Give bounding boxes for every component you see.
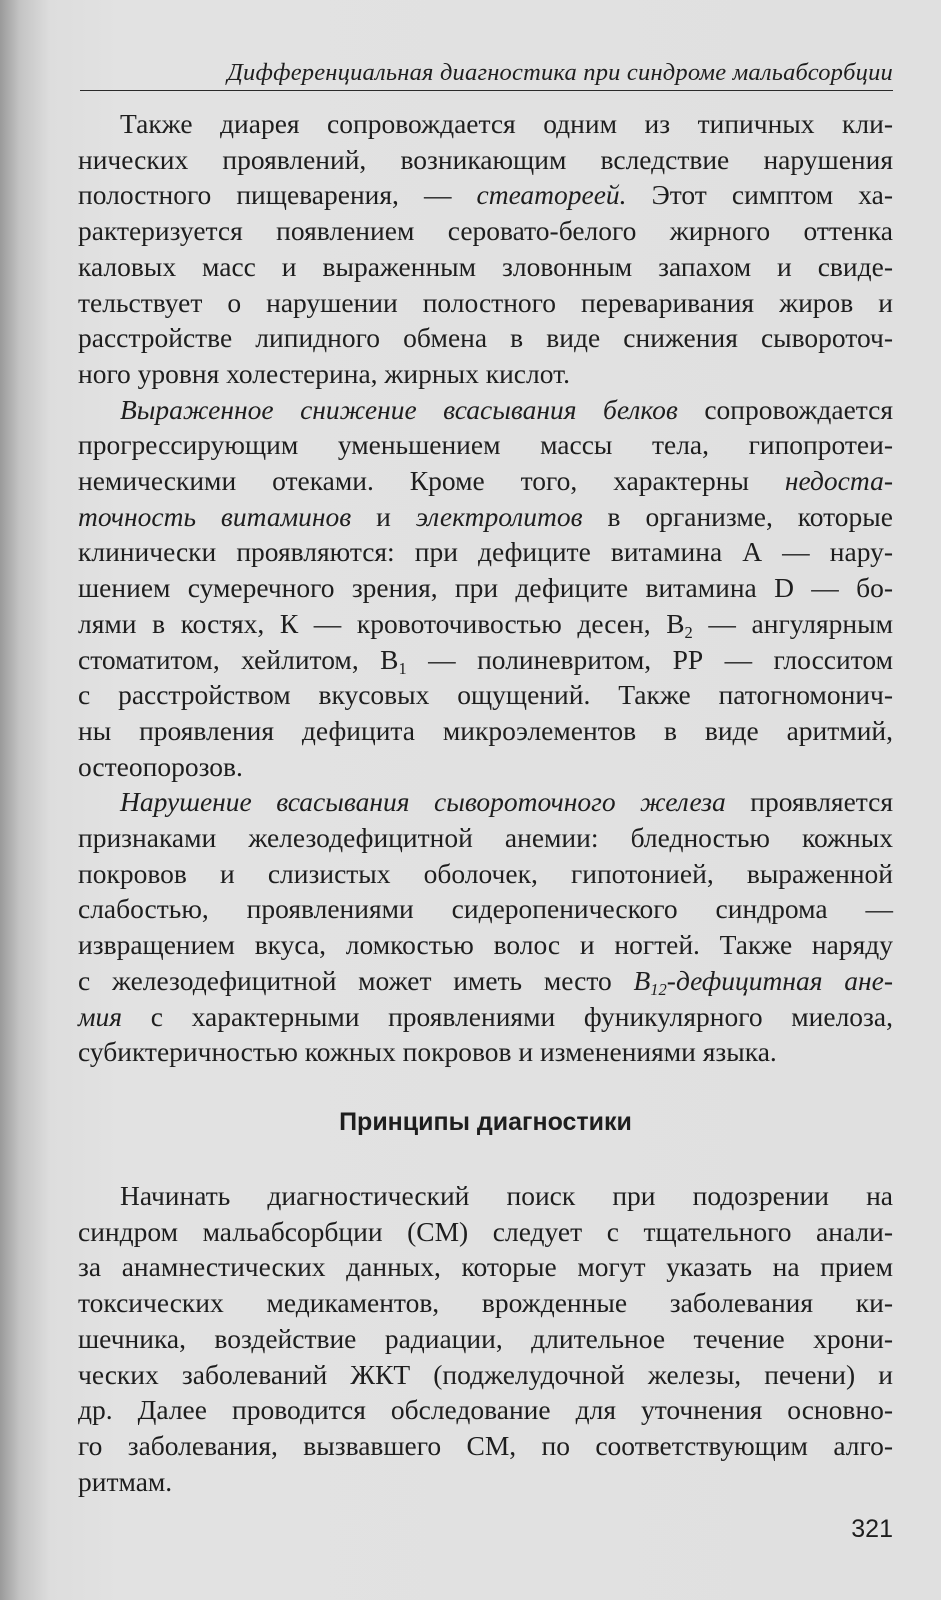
subscript: 2 [684, 622, 693, 642]
text-line: шением сумеречного зрения, при дефиците витамина D — бо- [78, 572, 893, 604]
text-line: ритмам. [78, 1465, 173, 1497]
text-line: с расстройством вкусовых ощущений. Также патогномонич- [78, 679, 893, 711]
text-line: признаками железодефицитной анемии: бледностью кожных [78, 822, 893, 854]
paragraph-diagnostics [78, 1178, 893, 1499]
text-line: рактеризуется появлением серовато-белого жирного оттенка [78, 215, 893, 247]
page-body [78, 106, 893, 1499]
emphasis-term: Выраженное снижение всасывания белков [120, 393, 678, 425]
header-rule [80, 90, 893, 91]
emphasis-term: стеатореей. [476, 179, 627, 211]
text-line: токсических медикаментов, врожденные заболевания ки- [78, 1287, 893, 1319]
text-line: го заболевания, вызвавшего СМ, по соответствующим алго- [78, 1429, 893, 1461]
emphasis-term: $В_{12}$-дефицитная ане- [633, 964, 894, 999]
text-line: синдром мальабсорбции (СМ) следует с тщательного анали- [78, 1215, 893, 1247]
section-heading: Принципы диагностики [339, 1107, 632, 1136]
text-line: покровов и слизистых оболочек, гипотонией, выраженной [78, 857, 893, 889]
text-line: др. Далее проводится обследование для уточнения основно- [78, 1394, 893, 1426]
text-line: с железодефицитной может иметь место $В_{12}$-дефицитная ане- [78, 964, 894, 999]
text-line: шечника, воздействие радиации, длительное течение хрони- [78, 1322, 893, 1354]
page-number: 321 [851, 1515, 893, 1543]
text-line: Выраженное снижение всасывания белков сопровождается [120, 393, 893, 425]
text-line: полостного пищеварения, — стеатореей. Этот симптом ха- [78, 179, 893, 211]
text-line: расстройстве липидного обмена в виде снижения сывороточ- [78, 322, 893, 354]
subscript: 1 [398, 658, 407, 678]
text-line: ческих заболеваний ЖКТ (поджелудочной железы, печени) и [78, 1358, 893, 1390]
paragraph-protein-absorption [78, 392, 893, 785]
text-line: субиктеричностью кожных покровов и изменениями языка. [78, 1036, 777, 1068]
text-line: лями в костях, К — кровоточивостью десен, $В_2$ — ангулярным [78, 607, 893, 642]
text-line: прогрессирующим уменьшением массы тела, гипопротеи- [78, 429, 893, 461]
text-line: мия с характерными проявлениями фуникулярного миелоза, [78, 1000, 893, 1032]
emphasis-term: точность витаминов [78, 500, 352, 532]
text-line: Также диарея сопровождается одним из типичных кли- [120, 108, 893, 139]
text-line: стоматитом, хейлитом, $В_1$ — полиневритом, РР — глосситом [78, 643, 893, 678]
paragraph-iron-absorption [78, 784, 893, 1070]
text-line: тельствует о нарушении полостного переваривания жиров и [78, 286, 893, 318]
emphasis-term: электролитов [415, 500, 583, 532]
text-line: за анамнестических данных, которые могут указать на прием [78, 1251, 893, 1283]
text-line: слабостью, проявлениями сидеропенического синдрома — [78, 893, 893, 925]
text-line: точность витаминов и электролитов в организме, которые [78, 500, 893, 532]
emphasis-term: мия [78, 1000, 123, 1032]
text-line: немическими отеками. Кроме того, характерны недоста- [78, 465, 893, 497]
text-line: Нарушение всасывания сывороточного железа проявляется [120, 786, 893, 818]
running-header: Дифференциальная диагностика при синдроме мальабсорбции [227, 59, 893, 86]
text-line: каловых масс и выраженным зловонным запахом и свиде- [78, 250, 893, 282]
subscript: 12 [650, 979, 667, 999]
text-line: клинически проявляются: при дефиците витамина А — нару- [78, 536, 893, 568]
paragraph-steatorrhea [78, 106, 893, 392]
text-line: ного уровня холестерина, жирных кислот. [78, 357, 570, 389]
emphasis-term: Нарушение всасывания сывороточного железа [120, 786, 726, 818]
text-line: извращением вкуса, ломкостью волос и ногтей. Также наряду [78, 929, 893, 961]
emphasis-term: недоста- [784, 465, 893, 497]
text-line: ны проявления дефицита микроэлементов в виде аритмий, [78, 714, 893, 746]
text-line: нических проявлений, возникающим вследствие нарушения [78, 143, 893, 175]
text-line: остеопорозов. [78, 750, 243, 782]
text-line: Начинать диагностический поиск при подозрении на [120, 1179, 893, 1211]
